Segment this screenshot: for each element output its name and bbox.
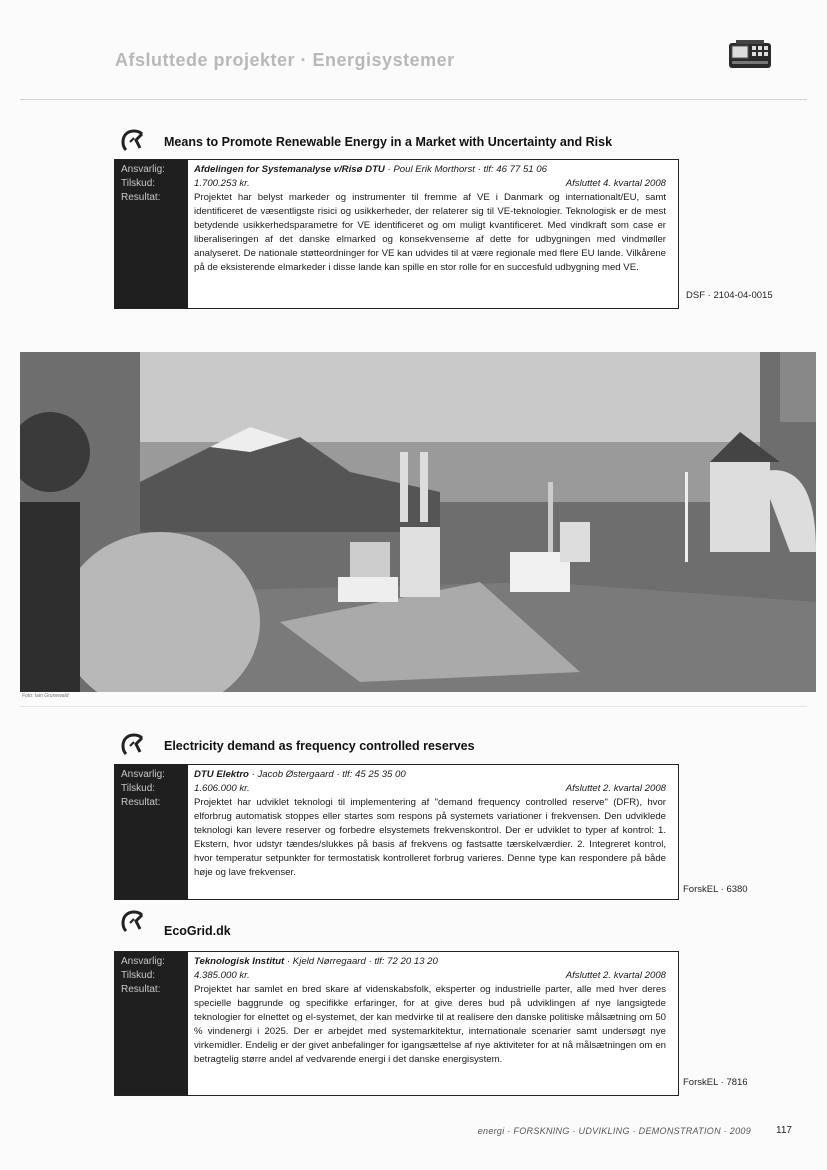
header-rule	[20, 99, 807, 100]
label-ansvarlig: Ansvarlig:	[121, 769, 165, 780]
project-reference: ForskEL · 6380	[683, 884, 748, 895]
label-ansvarlig: Ansvarlig:	[121, 956, 165, 967]
photo-rule	[20, 706, 807, 707]
responsible-org: DTU Elektro	[194, 769, 249, 780]
project-title: Means to Promote Renewable Energy in a Market with Uncertainty and Risk	[164, 135, 613, 149]
project-info-box	[114, 951, 679, 1096]
page-section-title: Afsluttede projekter · Energisystemer	[115, 50, 455, 70]
project-reference: ForskEL · 7816	[683, 1077, 748, 1088]
photo-caption: Foto: Iain Grunewald	[22, 693, 69, 699]
label-column	[115, 765, 188, 899]
finished-date: Afsluttet 2. kvartal 2008	[565, 970, 666, 981]
responsible-contact: · Poul Erik Morthorst · tlf: 46 77 51 06	[384, 164, 547, 175]
project-logo-icon	[118, 126, 148, 156]
label-ansvarlig: Ansvarlig:	[121, 164, 165, 175]
responsible-org: Afdelingen for Systemanalyse v/Risø DTU	[194, 164, 385, 175]
grant-amount: 1.700.253 kr.	[194, 178, 250, 189]
label-tilskud: Tilskud:	[121, 178, 156, 189]
footer-text: energi · FORSKNING · UDVIKLING · DEMONSTRATION · 2009	[477, 1126, 751, 1136]
result-text: Projektet har belyst markeder og instrumenter til fremme af VE i Danmark og internationalt/EU, samt identificeret de væsentligste risici og usikkerheder, der relaterer sig til VE-teknologier. Teknologisk er de mest betydende usikkerhedsparametre for VE identificeret og om muligt kvantificeret. Med vindkraft som case er liberaliseringen af det danske elmarked og konsekvenserne af dette for udbygningen med vindmøller analyseret. De nationale støtteordninger for VE kan udvides til at være regionale med flere EU lande. Vilkårene på de eksisterende elmarkeder i disse lande kan spille en stor rolle for en succesfuld udbygning med VE.	[194, 192, 666, 273]
grant-amount: 4.385.000 kr.	[194, 970, 250, 981]
label-tilskud: Tilskud:	[121, 970, 156, 981]
label-column	[115, 160, 188, 308]
label-tilskud: Tilskud:	[121, 783, 156, 794]
project-reference: DSF · 2104-04-0015	[686, 290, 773, 301]
responsible-org: Teknologisk Institut	[194, 956, 285, 967]
project-info-box	[114, 159, 679, 309]
responsible-contact: · Jacob Østergaard · tlf: 45 25 35 00	[248, 769, 406, 780]
project-logo-icon	[118, 907, 148, 937]
grant-amount: 1.606.000 kr.	[194, 783, 250, 794]
control-panel-icon	[728, 40, 772, 70]
result-text: Projektet har samlet en bred skare af videnskabsfolk, eksperter og industrielle parter, alle med hver deres specielle baggrunde og specifikke erfaringer, for at give deres bud på udviklingen af nye langsigtede teknologier for elnettet og el-systemet, der kan medvirke til at realisere den danske politiske målsætning om 50 % vindenergi i 2025. Der er arbejdet med systemarkitektur, internationale scenarier samt undersøgt nye virkemidler. Endelig er der givet anbefalinger for igangsættelse af nye aktiviteter for at nå målsætningen om en betragtelig større andel af vedvarende energi i det danske energisystem.	[194, 984, 666, 1065]
label-resultat: Resultat:	[121, 192, 161, 203]
page-number: 117	[776, 1125, 792, 1136]
label-column	[115, 952, 188, 1095]
project-title: Electricity demand as frequency controlled reserves	[164, 739, 475, 753]
project-title: EcoGrid.dk	[164, 924, 231, 938]
finished-date: Afsluttet 4. kvartal 2008	[565, 178, 666, 189]
finished-date: Afsluttet 2. kvartal 2008	[565, 783, 666, 794]
result-text: Projektet har udviklet teknologi til implementering af "demand frequency controlled reserve" (DFR), hvor elforbrug automatisk stoppes eller startes som respons på systemets variationer i frekvensen. Den udviklede teknologi kan levere reserver og forbedre elsystemets frekvenskontrol. Der er udviklet to typer af kontrol: 1. Ekstern, hvor udstyr tændes/slukkes på basis af frekvens og fastsatte tærskelværdier. 2. Integreret kontrol, hvor temperatur setpunkter for termostatisk kontrolleret forbrug varieres. Denne type kan respondere på både høje og lave frekvenser.	[194, 797, 666, 878]
project-logo-icon	[118, 730, 148, 760]
energy-model-photo	[20, 352, 816, 692]
responsible-contact: · Kjeld Nørregaard · tlf: 72 20 13 20	[284, 956, 438, 967]
label-resultat: Resultat:	[121, 797, 161, 808]
project-info-box	[114, 764, 679, 900]
label-resultat: Resultat:	[121, 984, 161, 995]
